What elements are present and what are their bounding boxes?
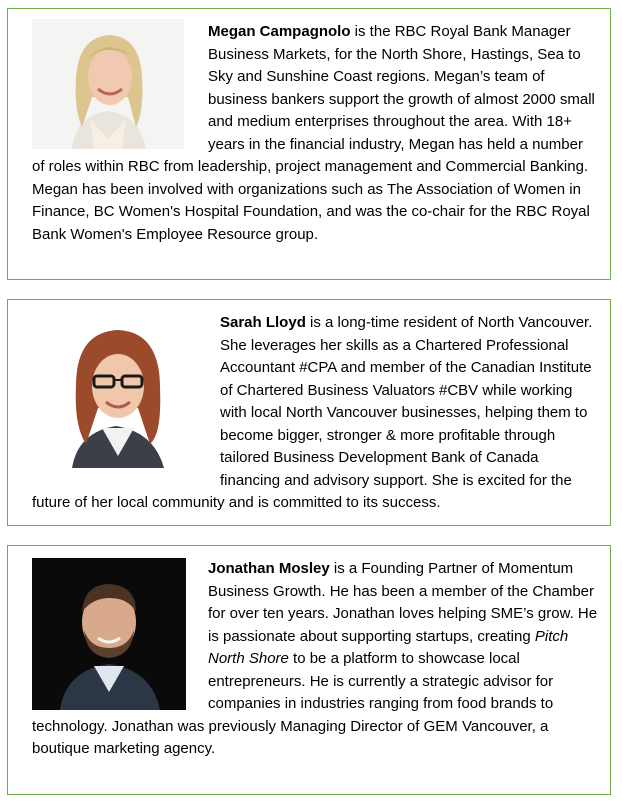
profile-text: is a Founding Partner of Momentum Business Growth. He has been a member of the Chamber for over ten years. Jonathan loves helping SME’s grow. He is passionate about supporting startups, creating — [208, 560, 598, 645]
profile-text: is a long-time resident of North Vancouver. She leverages her skills as a Chartered Professional Accountant #CPA and member of the Canadian Institute of Chartered Business Valuators #CBV while working with local North Vancouver businesses, helping them to become bigger, stronger & more profitable through tailored Business Development Bank of Canada financing and advisory support. She is excited for the future of her local community and is committed to its success. — [32, 314, 593, 511]
profile-name: Jonathan Mosley — [208, 560, 330, 577]
profile-text: to be a platform to showcase local entrepreneurs. He is currently a strategic advisor for companies in industries ranging from food brands to technology. Jonathan was previously Managing Director of GEM Vancouver, a boutique marketing agency. — [32, 650, 554, 757]
profile-bio — [8, 21, 610, 246]
profile-name: Sarah Lloyd — [220, 314, 306, 331]
profile-bio — [8, 558, 610, 761]
profile-name: Megan Campagnolo — [208, 23, 351, 40]
profile-card-sarah — [7, 299, 611, 526]
pitch-north-shore-emphasis: Pitch North Shore — [208, 627, 569, 667]
profile-text: is the RBC Royal Bank Manager Business Markets, for the North Shore, Hastings, Sea to Sky and Sunshine Coast regions. Megan’s team of business bankers support the growth of almost 2000 small and medium enterprises throughout the area. With 18+ years in the financial industry, Megan has held a number of roles within RBC from leadership, project management and Commercial Banking. Megan has been involved with organizations such as The Association of Women in Finance, BC Women's Hospital Foundation, and was the co-chair for the RBC Royal Bank Women's Employee Resource group. — [32, 23, 595, 243]
portrait-photo — [32, 19, 184, 149]
profile-bio — [8, 312, 610, 515]
profile-card-megan — [7, 8, 611, 280]
profile-card-jonathan — [7, 545, 611, 795]
portrait-photo — [42, 316, 192, 468]
portrait-photo — [32, 558, 186, 710]
